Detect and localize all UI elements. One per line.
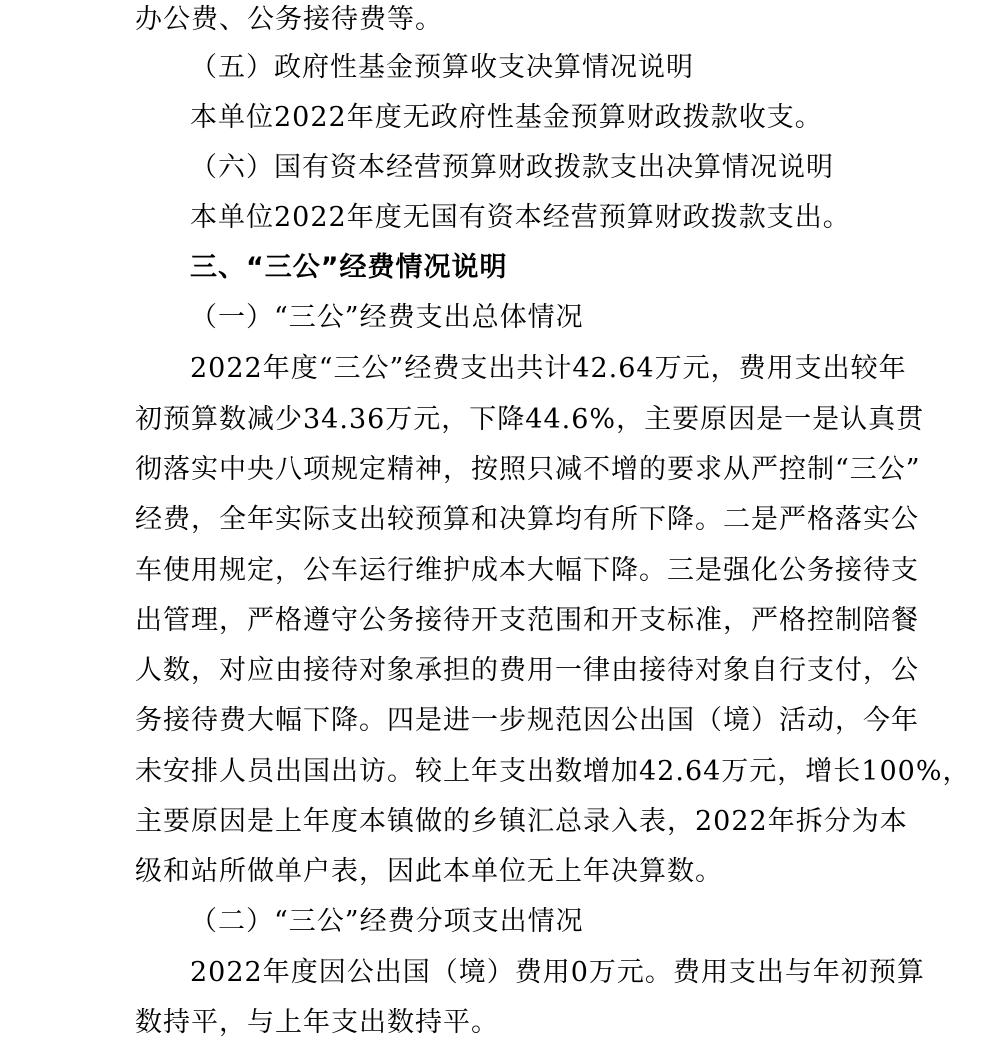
paragraph-line: 车使用规定，公车运行维护成本大幅下降。三是强化公务接待支 — [135, 555, 919, 586]
paragraph-line: 2022年度“三公”经费支出共计42.64万元，费用支出较年 — [190, 353, 907, 384]
paragraph-line: 级和站所做单户表，因此本单位无上年决算数。 — [135, 856, 723, 887]
text-line: 办公费、公务接待费等。 — [135, 4, 443, 35]
section-heading-2: （二）“三公”经费分项支出情况 — [190, 906, 584, 937]
paragraph-line: 人数，对应由接待对象承担的费用一律由接待对象自行支付，公 — [135, 655, 919, 686]
chapter-heading: 三、“三公”经费情况说明 — [190, 252, 508, 283]
paragraph-line: 务接待费大幅下降。四是进一步规范因公出国（境）活动，今年 — [135, 705, 919, 736]
text-line: 本单位2022年度无政府性基金预算财政拨款收支。 — [190, 102, 823, 133]
paragraph-line: 出管理，严格遵守公务接待开支范围和开支标准，严格控制陪餐 — [135, 605, 919, 636]
paragraph-line: 彻落实中央八项规定精神，按照只减不增的要求从严控制“三公” — [135, 454, 921, 485]
section-heading-1: （一）“三公”经费支出总体情况 — [190, 302, 584, 333]
paragraph-line: 初预算数减少34.36万元，下降44.6%，主要原因是一是认真贯 — [135, 404, 925, 435]
paragraph-line: 未安排人员出国出访。较上年支出数增加42.64万元，增长100%， — [135, 756, 971, 787]
paragraph-line: 数持平，与上年支出数持平。 — [135, 1007, 499, 1038]
paragraph-line: 主要原因是上年度本镇做的乡镇汇总录入表，2022年拆分为本 — [135, 806, 908, 837]
paragraph-line: 2022年度因公出国（境）费用0万元。费用支出与年初预算 — [190, 957, 925, 988]
paragraph-line: 经费，全年实际支出较预算和决算均有所下降。二是严格落实公 — [135, 504, 919, 535]
section-heading-6: （六）国有资本经营预算财政拨款支出决算情况说明 — [190, 152, 834, 183]
text-line: 本单位2022年度无国有资本经营预算财政拨款支出。 — [190, 202, 851, 233]
section-heading-5: （五）政府性基金预算收支决算情况说明 — [190, 52, 694, 83]
